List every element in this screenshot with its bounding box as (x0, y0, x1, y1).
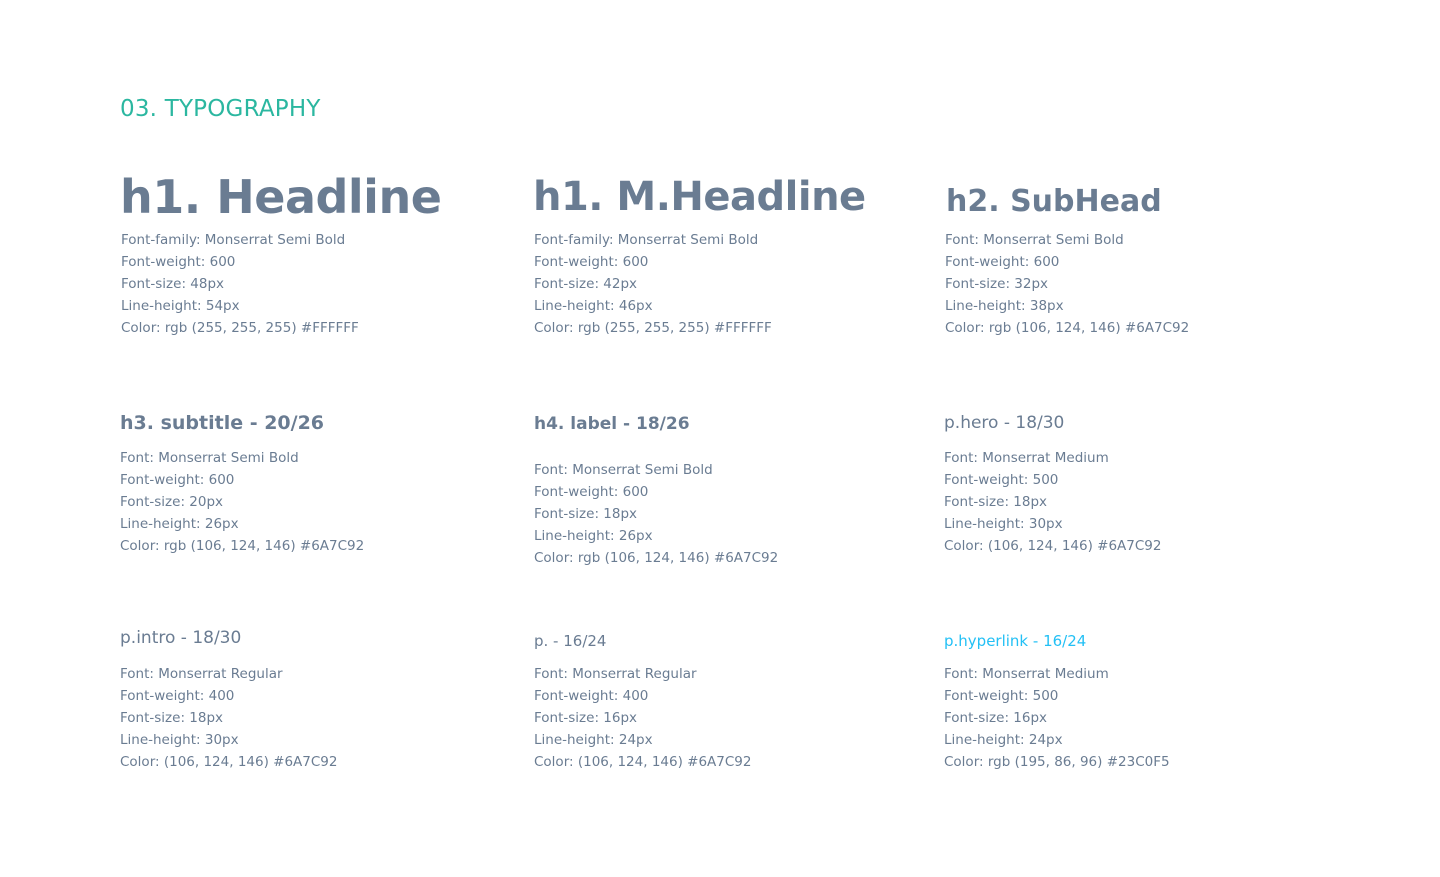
spec-line: Color: rgb (106, 124, 146) #6A7C92 (120, 538, 365, 554)
h4-sample: h4. label - 18/26 (534, 414, 690, 434)
phero-sample: p.hero - 18/30 (944, 413, 1065, 433)
spec-line: Font: Monserrat Semi Bold (945, 232, 1124, 248)
spec-line: Font-weight: 600 (120, 472, 235, 488)
style-card-pintro (120, 625, 337, 773)
spec-line: Font-size: 20px (120, 494, 224, 510)
spec-line: Color: rgb (255, 255, 255) #FFFFFF (121, 320, 359, 336)
spec-line: Line-height: 26px (534, 528, 653, 544)
spec-line: Font: Monserrat Medium (944, 666, 1109, 682)
spec-line: Font-weight: 500 (944, 472, 1059, 488)
spec-line: Color: (106, 124, 146) #6A7C92 (944, 538, 1162, 554)
style-card-h2 (946, 183, 1189, 339)
spec-line: Font-size: 18px (120, 710, 224, 726)
spec-line: Font-size: 18px (944, 494, 1048, 510)
spec-line: Font: Monserrat Regular (534, 666, 697, 682)
spec-line: Font: Monserrat Medium (944, 450, 1109, 466)
h2-sample: h2. SubHead (946, 184, 1162, 219)
spec-line: Font-size: 16px (944, 710, 1048, 726)
phero-spec-list (944, 447, 1161, 557)
style-card-plink (944, 629, 1170, 773)
spec-line: Color: (106, 124, 146) #6A7C92 (534, 754, 752, 770)
spec-line: Font-size: 32px (945, 276, 1049, 292)
p-spec-list (534, 663, 751, 773)
spec-line: Font-weight: 600 (121, 254, 236, 270)
style-card-p (534, 629, 751, 773)
spec-line: Color: rgb (195, 86, 96) #23C0F5 (944, 754, 1170, 770)
h1m-spec-list (534, 229, 866, 339)
style-card-h1m (533, 174, 866, 339)
style-card-h3 (120, 410, 364, 557)
h1-spec-list (121, 229, 441, 339)
spec-line: Font-weight: 600 (534, 484, 649, 500)
h3-sample: h3. subtitle - 20/26 (120, 412, 325, 434)
h4-spec-list (534, 459, 778, 569)
spec-line: Font-size: 16px (534, 710, 638, 726)
style-card-phero (944, 410, 1161, 557)
spec-line: Line-height: 54px (121, 298, 240, 314)
style-card-h4 (534, 411, 778, 569)
spec-line: Line-height: 38px (945, 298, 1064, 314)
section-title: 03. TYPOGRAPHY (120, 96, 321, 122)
spec-line: Font-weight: 600 (534, 254, 649, 270)
spec-line: Color: (106, 124, 146) #6A7C92 (120, 754, 338, 770)
p-sample: p. - 16/24 (534, 632, 607, 650)
spec-line: Font-family: Monserrat Semi Bold (121, 232, 346, 248)
spec-line: Font: Monserrat Semi Bold (120, 450, 299, 466)
spec-line: Font-size: 18px (534, 506, 638, 522)
spec-line: Font-weight: 400 (120, 688, 235, 704)
spec-line: Line-height: 26px (120, 516, 239, 532)
style-card-h1 (120, 170, 441, 339)
spec-line: Line-height: 30px (120, 732, 239, 748)
hyperlink-sample[interactable]: p.hyperlink - 16/24 (944, 632, 1087, 650)
pintro-spec-list (120, 663, 337, 773)
spec-line: Font: Monserrat Regular (120, 666, 283, 682)
spec-line: Font-weight: 600 (945, 254, 1060, 270)
spec-line: Font-weight: 400 (534, 688, 649, 704)
spec-line: Font-family: Monserrat Semi Bold (534, 232, 759, 248)
spec-line: Line-height: 24px (944, 732, 1063, 748)
h1-sample: h1. Headline (120, 170, 442, 224)
spec-line: Font-weight: 500 (944, 688, 1059, 704)
spec-line: Font-size: 42px (534, 276, 638, 292)
spec-line: Font: Monserrat Semi Bold (534, 462, 713, 478)
spec-line: Line-height: 30px (944, 516, 1063, 532)
h2-spec-list (945, 229, 1189, 339)
spec-line: Line-height: 46px (534, 298, 653, 314)
spec-line: Color: rgb (106, 124, 146) #6A7C92 (534, 550, 779, 566)
spec-line: Line-height: 24px (534, 732, 653, 748)
pintro-sample: p.intro - 18/30 (120, 628, 242, 648)
h3-spec-list (120, 447, 364, 557)
spec-line: Font-size: 48px (121, 276, 225, 292)
spec-line: Color: rgb (106, 124, 146) #6A7C92 (945, 320, 1190, 336)
spec-line: Color: rgb (255, 255, 255) #FFFFFF (534, 320, 772, 336)
h1m-sample: h1. M.Headline (533, 174, 866, 220)
plink-spec-list (944, 663, 1170, 773)
